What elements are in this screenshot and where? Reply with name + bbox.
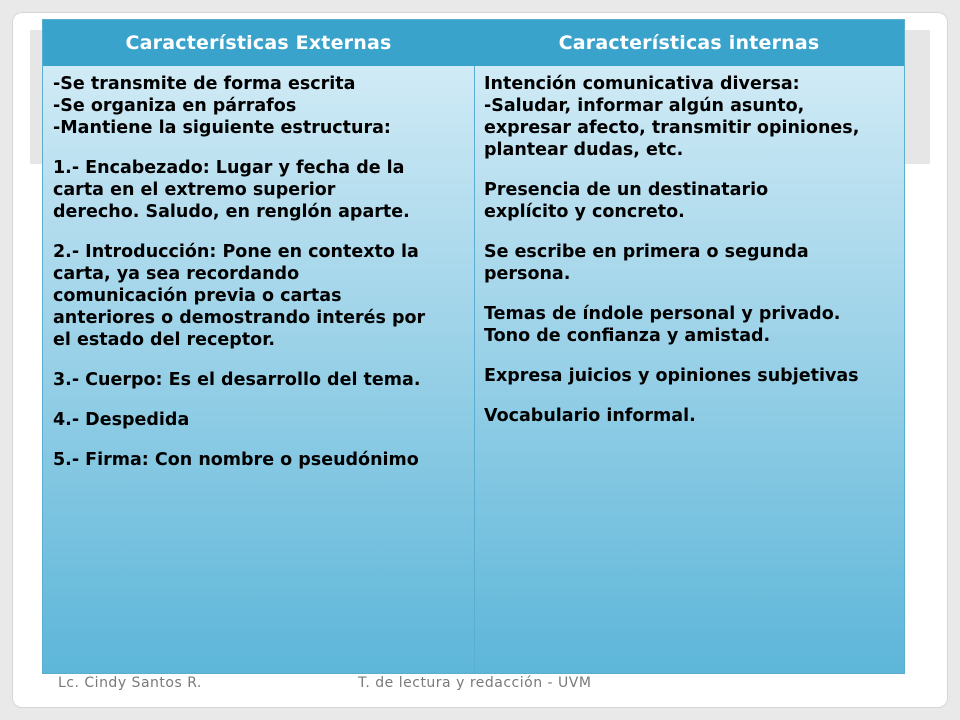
text-line: -Se transmite de forma escrita [53,74,356,94]
text-line: el estado del receptor. [53,330,275,350]
paragraph [53,369,468,391]
text-line: 5.- Firma: Con nombre o pseudónimo [53,450,419,470]
column-divider [474,66,475,673]
text-line: 2.- Introducción: Pone en contexto la [53,242,419,262]
paragraph [484,73,904,161]
text-line: Vocabulario informal. [484,406,696,426]
internal-characteristics-column [484,73,904,427]
text-line: 3.- Cuerpo: Es el desarrollo del tema. [53,370,421,390]
text-line: Expresa juicios y opiniones subjetivas [484,366,859,386]
paragraph [484,405,904,427]
external-characteristics-column [53,73,468,471]
text-line: 1.- Encabezado: Lugar y fecha de la [53,158,405,178]
text-line: persona. [484,264,571,284]
paragraph [484,303,904,347]
text-line: carta en el extremo superior [53,180,336,200]
text-line: derecho. Saludo, en renglón aparte. [53,202,410,222]
text-line: 4.- Despedida [53,410,190,430]
paragraph [53,409,468,431]
table-header [43,20,904,66]
text-line: Temas de índole personal y privado. [484,304,841,324]
text-line: expresar afecto, transmitir opiniones, [484,118,860,138]
text-line: comunicación previa o cartas [53,286,342,306]
paragraph [53,157,468,223]
text-line: Tono de confianza y amistad. [484,326,771,346]
text-line: -Se organiza en párrafos [53,96,297,116]
paragraph [53,241,468,351]
text-line: -Saludar, informar algún asunto, [484,96,805,116]
text-line: -Mantiene la siguiente estructura: [53,118,391,138]
paragraph [484,241,904,285]
text-line: Presencia de un destinatario [484,180,769,200]
text-line: explícito y concreto. [484,202,685,222]
footer-course: T. de lectura y redacción - UVM [358,675,592,691]
text-line: carta, ya sea recordando [53,264,300,284]
paragraph [53,73,468,139]
comparison-table [42,19,905,674]
footer-author: Lc. Cindy Santos R. [58,675,202,691]
paragraph [484,365,904,387]
text-line: anteriores o demostrando interés por [53,308,426,328]
text-line: plantear dudas, etc. [484,140,684,160]
text-line: Se escribe en primera o segunda [484,242,809,262]
header-external-characteristics: Características Externas [125,32,392,54]
paragraph [53,449,468,471]
header-internal-characteristics: Características internas [558,32,820,54]
paragraph [484,179,904,223]
text-line: Intención comunicativa diversa: [484,74,800,94]
